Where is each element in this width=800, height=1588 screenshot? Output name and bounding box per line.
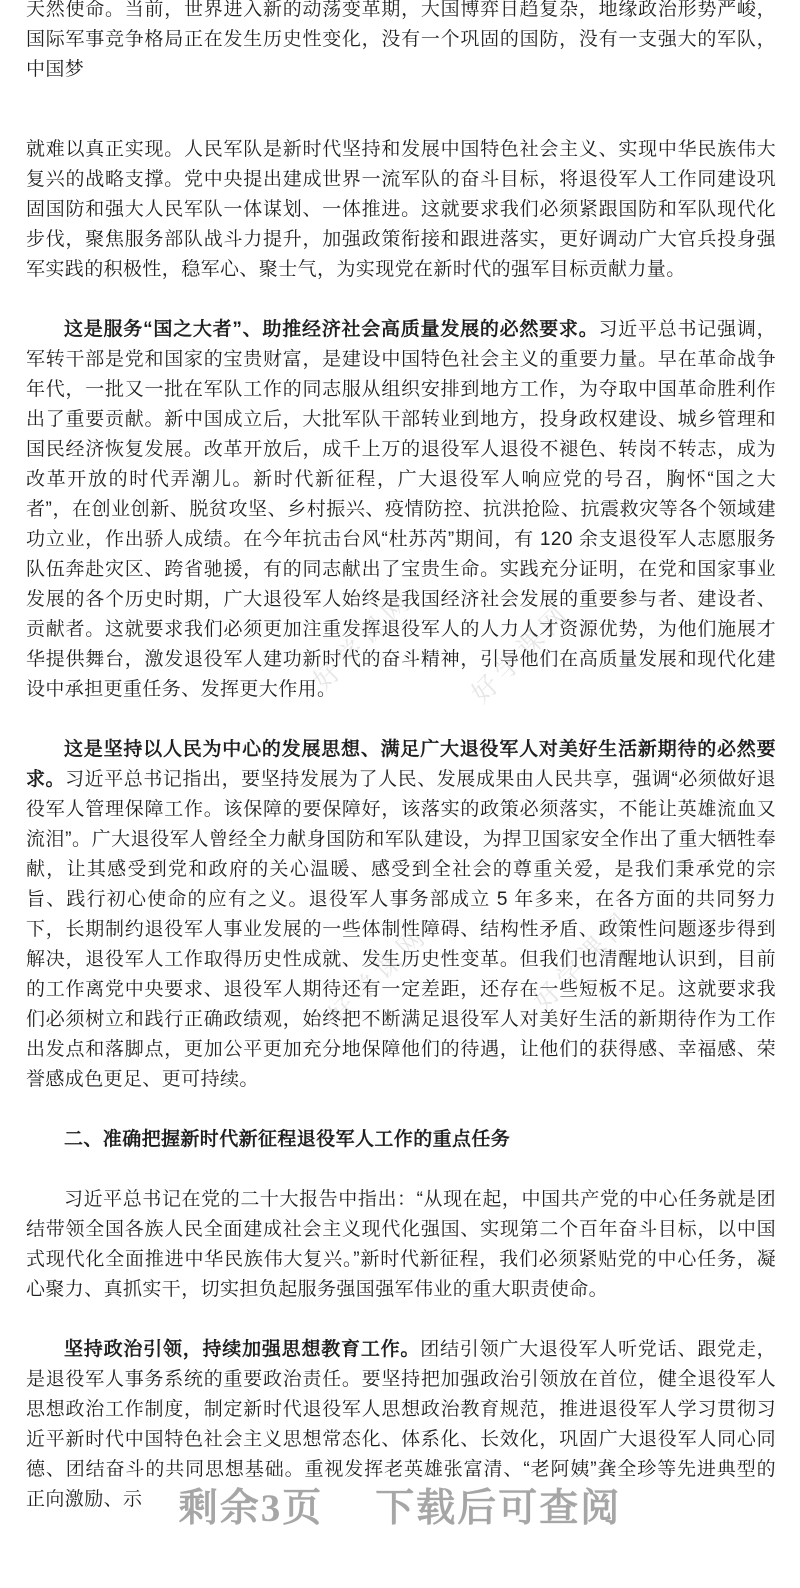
download-hint-label: 下载后可查阅 (375, 1487, 622, 1530)
paragraph-text: 二、准确把握新时代新征程退役军人工作的重点任务 (64, 1129, 511, 1150)
document-paragraph (26, 1185, 776, 1305)
paragraph-text: 就难以真正实现。人民军队是新时代坚持和发展中国特色社会主义、实现中华民族伟大复兴的战略支撑。党中央提出建成世界一流军队的奋斗目标，将退役军人工作同建设巩固国防和强大人民军队一体谋划、一体推进。这就要求我们必须紧跟国防和军队现代化步伐，聚焦服务部队战斗力提升，加强政策衔接和跟进落实，更好调动广大官兵投身强军实践的积极性，稳军心、聚士气，为实现党在新时代的强军目标贡献力量。 (26, 139, 776, 280)
paragraph-text: 习近平总书记指出，要坚持发展为了人民、发展成果由人民共享，强调“必须做好退役军人管理保障工作。该保障的要保障好，该落实的政策必须落实，不能让英雄流血又流泪”。广大退役军人曾经全力献身国防和军队建设，为捍卫国家安全作出了重大牺牲奉献，让其感受到党和政府的关心温暖、感受到全社会的尊重关爱，是我们秉承党的宗旨、践行初心使命的应有之义。退役军人事务部成立 5 年多来，在各方面的共同努力下，长期制约退役军人事业发展的一些体制性障碍、结构性矛盾、政策性问题逐步得到解决，退役军人工作取得历史性成就、发生历史性变革。但我们也清醒地认识到，目前的工作离党中央要求、退役军人期待还有一定差距，还存在一些短板不足。这就要求我们必须树立和践行正确政绩观，始终把不断满足退役军人对美好生活的新期待作为工作出发点和落脚点，更加公平更加充分地保障他们的待遇，让他们的获得感、幸福感、荣誉感成色更足、更可持续。 (26, 769, 776, 1090)
site-watermark: 好学课网 (322, 918, 435, 1031)
site-watermark: 好学课网 (465, 596, 578, 709)
paragraph-lead: 这是坚持以人民为中心的发展思想、满足广大退役军人对美好生活新期待的必然要求。 (26, 739, 776, 790)
document-paragraph (26, 315, 776, 705)
site-watermark: 好学课网 (307, 583, 420, 696)
document-paragraph (26, 735, 776, 1095)
paragraph-text: 团结引领广大退役军人听党话、跟党走，是退役军人事务系统的重要政治责任。要坚持把加强政治引领放在首位，健全退役军人思想政治工作制度，制定新时代退役军人思想政治教育规范，推进退役军人学习贯彻习近平新时代中国特色社会主义思想常态化、体系化、长效化，巩固广大退役军人同心同德、团结奋斗的共同思想基础。重视发挥老英雄张富清、“老阿姨”龚全珍等先进典型的正向激励、示 (26, 1339, 777, 1510)
document-paragraph (26, 0, 776, 85)
remaining-pages-label: 剩余3页 (178, 1487, 324, 1530)
site-watermark: 好学课网 (527, 903, 640, 1016)
preview-footer (0, 1477, 800, 1533)
paragraph-text: 习近平总书记强调，军转干部是党和国家的宝贵财富，是建设中国特色社会主义的重要力量。早在革命战争年代，一批又一批在军队工作的同志服从组织安排到地方工作，为夺取中国革命胜利作出了重要贡献。新中国成立后，大批军队干部转业到地方，投身政权建设、城乡管理和国民经济恢复发展。改革开放后，成千上万的退役军人退役不褪色、转岗不转志，成为改革开放的时代弄潮儿。新时代新征程，广大退役军人响应党的号召，胸怀“国之大者”，在创业创新、脱贫攻坚、乡村振兴、疫情防控、抗洪抢险、抗震救灾等各个领域建功立业，作出骄人成绩。在今年抗击台风“杜苏芮”期间，有 120 余支退役军人志愿服务队伍奔赴灾区、跨省驰援，有的同志献出了宝贵生命。实践充分证明，在党和国家事业发展的各个历史时期，广大退役军人始终是我国经济社会发展的重要参与者、建设者、贡献者。这就要求我们必须更加注重发挥退役军人的人力人才资源优势，为他们施展才华提供舞台，激发退役军人建功新时代的奋斗精神，引导他们在高质量发展和现代化建设中承担更重任务、发挥更大作用。 (26, 319, 776, 700)
paragraph-lead: 坚持政治引领，持续加强思想教育工作。 (64, 1339, 421, 1360)
document-paragraph (26, 135, 776, 285)
paragraph-lead: 这是服务“国之大者”、助推经济社会高质量发展的必然要求。 (64, 319, 599, 340)
paragraph-text: 习近平总书记在党的二十大报告中指出：“从现在起，中国共产党的中心任务就是团结带领全国各族人民全面建成社会主义现代化强国、实现第二个百年奋斗目标，以中国式现代化全面推进中华民族伟大复兴。”新时代新征程，我们必须紧贴党的中心任务，凝心聚力、真抓实干，切实担负起服务强国强军伟业的重大职责使命。 (26, 1189, 776, 1300)
section-heading (26, 1125, 776, 1155)
paragraph-text: 天然使命。当前，世界进入新的动荡变革期，大国博弈日趋复杂，地缘政治形势严峻，国际军事竞争格局正在发生历史性变化，没有一个巩固的国防，没有一支强大的军队，中国梦 (26, 0, 776, 80)
